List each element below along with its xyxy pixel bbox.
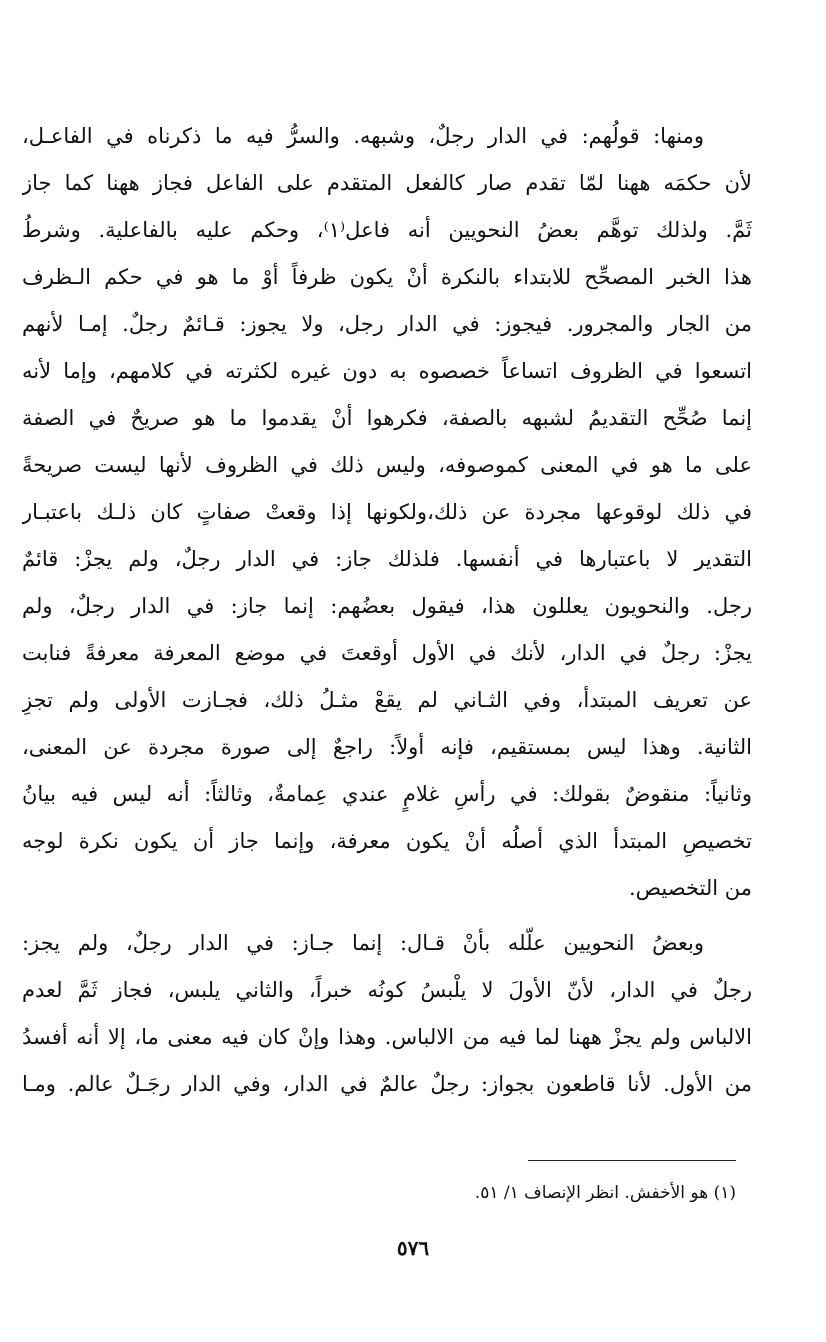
main-paragraph-2	[22, 920, 752, 1108]
text-line: ثَمَّ. ولذلك توهَّم بعضُ النحويين أنه فاعل⁽١⁾، وحكم عليه بالفاعلية. وشرطُ	[22, 218, 752, 242]
text-line: من التخصيص.	[629, 876, 752, 900]
text-line: في ذلك لوقوعها مجردة عن ذلك،ولكونها إذا وقعتْ صفاتٍ كان ذلـك باعتبـار	[22, 500, 752, 524]
main-paragraph-1	[22, 113, 752, 912]
text-line: هذا الخبر المصحِّح للابتداء بالنكرة أنْ يكون ظرفاً أوْ ما هو في حكم الـظرف	[22, 265, 752, 289]
text-line: وثانياً: منقوضٌ بقولك: في رأسِ غلامٍ عندي عِمامةٌ، وثالثاً: أنه ليس فيه بيانُ	[22, 782, 752, 806]
text-line: التقدير لا باعتبارها في أنفسها. فلذلك جاز: في الدار رجلٌ، ولم يجزْ: قائمٌ	[22, 547, 752, 571]
text-line: يجزْ: رجلٌ في الدار، لأنك في الأول أوقعتَ في موضع المعرفة معرفةً فنابت	[22, 641, 752, 665]
page-number: ٥٧٦	[396, 1236, 430, 1260]
text-line: على ما هو في المعنى كموصوفه، وليس ذلك في الظروف لأنها ليست صريحةً	[22, 453, 752, 477]
text-line: الالباس ولم يجزْ ههنا لما فيه من الالباس. وهذا وإنْ كان فيه معنى ما، إلا أنه أفسدُ	[22, 1025, 752, 1049]
text-line: إنما صُحِّح التقديمُ لشبهه بالصفة، فكرهوا أنْ يقدموا ما هو صريحٌ في الصفة	[22, 406, 752, 430]
text-line: لأن حكمَه ههنا لمّا تقدم صار كالفعل المتقدم على الفاعل فجاز ههنا كما جاز	[22, 171, 752, 195]
text-line: من الأول. لأنا قاطعون بجواز: رجلٌ عالمٌ في الدار، وفي الدار رجَـلٌ عالم. ومـا	[22, 1072, 752, 1096]
text-line: رجل. والنحويون يعللون هذا، فيقول بعضُهم: إنما جاز: في الدار رجلٌ، ولم	[22, 594, 752, 618]
text-line: عن تعريف المبتدأ، وفي الثـاني لم يقعْ مثـلُ ذلك، فجـازت الأولى ولم تجزِ	[22, 688, 752, 712]
text-line: رجلٌ في الدار، لأنّ الأولَ لا يلْبسُ كونُه خبراً، والثاني يلبس، فجاز ثَمَّ لعدم	[22, 978, 752, 1002]
text-line: ومنها: قولُهم: في الدار رجلٌ، وشبهه. والسرُّ فيه ما ذكرناه في الفاعـل،	[22, 124, 704, 148]
footnote: (١) هو الأخفش. انظر الإنصاف ١/ ٥١.	[474, 1183, 736, 1203]
footnote-separator	[528, 1160, 736, 1161]
text-line: تخصيصِ المبتدأ الذي أصلُه أنْ يكون معرفة، وإنما جاز أن يكون نكرة لوجه	[22, 829, 752, 853]
text-line: وبعضُ النحويين علّله بأنْ قـال: إنما جـاز: في الدار رجلٌ، ولم يجز:	[22, 931, 704, 955]
text-line: من الجار والمجرور. فيجوز: في الدار رجل، ولا يجوز: قـائمٌ رجلٌ. إمـا لأنهم	[22, 312, 752, 336]
text-line: اتسعوا في الظروف اتساعاً خصصوه به دون غيره لكثرته في كلامهم، وإما لأنه	[22, 359, 752, 383]
text-line: الثانية. وهذا ليس بمستقيم، فإنه أولاً: راجعٌ إلى صورة مجردة عن المعنى،	[22, 735, 752, 759]
